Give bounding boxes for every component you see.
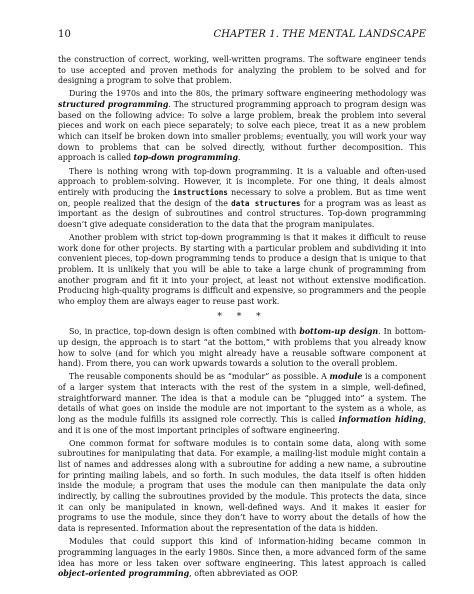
defined-term: module [329,372,363,382]
emphasized-term: instructions [173,187,228,197]
text-run: the construction of correct, working, well-written programs. The software engineer tends to use accepted and proven methods for analyzing the problem to be solved and for designing a program to solve that problem. [58,55,426,86]
text-run: One common format for software modules is to contain some data, along with some subroutines for manipulating that data. For example, a mailing-list module might contain a list of names and addresses along with a subroutine for adding a new name, a subroutine for printing mailing labels, and so forth. In such modules, the data itself is often hidden inside the module; a program that uses the module can then manipulate the data only indirectly, by calling the subroutines provided by the module. This protects the data, since it can only be manipulated in known, well-defined ways. And it makes it easier for programs to use the module, since they don’t have to worry about the details of how the data is represented. Information about the representation of the data is hidden. [58,438,426,534]
body-text [58,55,426,582]
chapter-title: CHAPTER 1. THE MENTAL LANDSCAPE [213,29,426,40]
paragraph [58,167,426,231]
text-run: , and it is one of the most important principles of software engineering. [58,415,426,435]
text-run: During the 1970s and into the 80s, the primary software engineering methodology was [69,89,426,99]
emphasized-term: data structures [231,198,301,208]
defined-term: structured programming [58,100,169,110]
paragraph [58,55,426,87]
text-run: So, in practice, top-down design is often combined with [69,327,300,337]
paragraph [58,537,426,580]
section-separator: * * * [217,311,267,322]
text-run: , often abbreviated as OOP. [189,569,299,579]
text-run: for a program was as least as important as the design of subroutines and control structures. Top-down programming doesn’t give adequate consideration to the data that the program manipulates. [58,198,427,229]
defined-term: information hiding [338,415,424,424]
paragraph [58,439,426,535]
text-run: . [237,153,241,163]
defined-term: bottom-up design [299,327,379,337]
text-run: . In bottom-up design, the approach is to start “at the bottom,” with problems that you already know how to solve (and for which you might already have a reusable software component at hand). From there, you can work upwards towards a solution to the overall problem. [58,327,426,369]
paragraph [58,372,426,436]
paragraph [58,327,426,370]
text-run: is a component of a larger system that interacts with the rest of the system in a simple, well-defined, straightforward manner. The idea is that a module can be “plugged into” a system. The details of what goes on inside the module are not important to the system as a whole, as long as the module fulfills its assigned role correctly. This is called [58,372,426,424]
paragraph [58,89,426,164]
text-run: The reusable components should be as “modular” as possible. A [69,372,330,382]
text-run: . The structured programming approach to program design was based on the following advice: To solve a large problem, break the problem into several pieces and work on each piece separately; to solve each piece, treat it as a new problem which can itself be broken down into smaller problems; eventually, you will work your way down to problems that can be solved directly, without further decomposition. This approach is called [58,100,426,163]
running-header [58,29,426,40]
defined-term: object-oriented programming [58,569,190,579]
defined-term: top-down programming [133,153,238,163]
text-run: There is nothing wrong with top-down programming. It is a valuable and often-used approach to problem-solving. However, it is incomplete. For one thing, it deals almost entirely with producing the [58,166,426,197]
text-run: Another problem with strict top-down programming is that it makes it difficult to reuse work done for other projects. By starting with a particular problem and subdividing it into convenient pieces, top-down programming tends to produce a design that is unique to that problem. It is unlikely that you will be able to take a large chunk of programming from another program and fit it into your project, at least not without extensive modification. Producing high-quality programs is difficult and expensive, so programmers and the people who employ them are always eager to reuse past work. [58,233,426,306]
text-run: necessary to solve a problem. But as time went on, people realized that the design of the [58,187,426,208]
page-number: 10 [58,29,71,40]
paragraph [58,233,426,308]
text-run: Modules that could support this kind of information-hiding became common in programming languages in the early 1980s. Since then, a more advanced form of the same idea has more or less taken over software engineering. This latest approach is called [58,537,426,568]
